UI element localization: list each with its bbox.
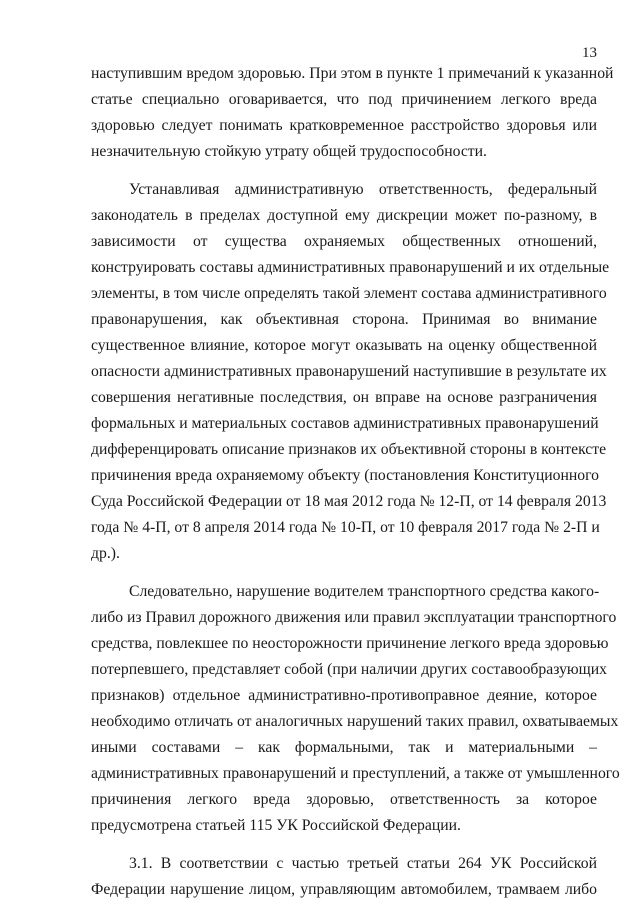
paragraph-2 <box>91 177 610 567</box>
text-line: причинения вреда охраняемому объекту (постановления Конституционного <box>91 467 600 484</box>
text-line: потерпевшего, представляет собой (при наличии других составообразующих <box>91 661 607 678</box>
text-line: года № 4-П, от 8 апреля 2014 года № 10-П, от 10 февраля 2017 года № 2-П и <box>91 519 600 536</box>
text-line: правонарушения, как объективная сторона. Принимая во внимание <box>91 311 597 328</box>
text-line: предусмотрена статьей 115 УК Российской Федерации. <box>91 817 461 834</box>
text-line: административных правонарушений и преступлений, а также от умышленного <box>91 765 620 782</box>
paragraph-1 <box>91 61 614 165</box>
text-line: зависимости от существа охраняемых общественных отношений, <box>91 233 597 250</box>
text-line: Устанавливая административную ответственность, федеральный <box>129 181 597 198</box>
text-line: Следовательно, нарушение водителем транспортного средства какого- <box>129 583 600 600</box>
text-line: причинения легкого вреда здоровью, ответственность за которое <box>91 791 597 808</box>
text-line: существенное влияние, которое могут оказывать на оценку общественной <box>91 337 597 354</box>
text-line: иными составами – как формальными, так и материальными – <box>91 739 597 756</box>
text-line: наступившим вредом здоровью. При этом в пункте 1 примечаний к указанной <box>91 65 614 82</box>
paragraph-4 <box>91 851 597 903</box>
text-line: необходимо отличать от аналогичных нарушений таких правил, охватываемых <box>91 713 619 730</box>
text-line: либо из Правил дорожного движения или правил эксплуатации транспортного <box>91 609 617 626</box>
text-line: опасности административных правонарушений наступившие в результате их <box>91 363 607 380</box>
body-text <box>91 61 620 903</box>
text-line: конструировать составы административных правонарушений и их отдельные <box>91 259 610 276</box>
text-line: незначительную стойкую утрату общей трудоспособности. <box>91 143 487 160</box>
text-line: законодатель в пределах доступной ему дискреции может по-разному, в <box>91 207 597 224</box>
text-line: статье специально оговаривается, что под причинением легкого вреда <box>91 91 597 108</box>
paragraph-3 <box>91 579 620 839</box>
text-line: Суда Российской Федерации от 18 мая 2012 года № 12-П, от 14 февраля 2013 <box>91 493 607 510</box>
page-number: 13 <box>582 45 597 61</box>
text-line: совершения негативные последствия, он вправе на основе разграничения <box>91 389 597 406</box>
text-line: признаков) отдельное административно-противоправное деяние, которое <box>91 687 597 704</box>
text-line: дифференцировать описание признаков их объективной стороны в контексте <box>91 441 607 458</box>
text-line: 3.1. В соответствии с частью третьей статьи 264 УК Российской <box>129 855 597 872</box>
text-line: элементы, в том числе определять такой элемент состава административного <box>91 285 607 302</box>
text-line: др.). <box>91 545 120 562</box>
text-line: формальных и материальных составов административных правонарушений <box>91 415 599 432</box>
text-line: средства, повлекшее по неосторожности причинение легкого вреда здоровью <box>91 635 609 652</box>
text-line: здоровью следует понимать кратковременное расстройство здоровья или <box>91 117 597 134</box>
text-line: Федерации нарушение лицом, управляющим автомобилем, трамваем либо <box>91 881 597 898</box>
